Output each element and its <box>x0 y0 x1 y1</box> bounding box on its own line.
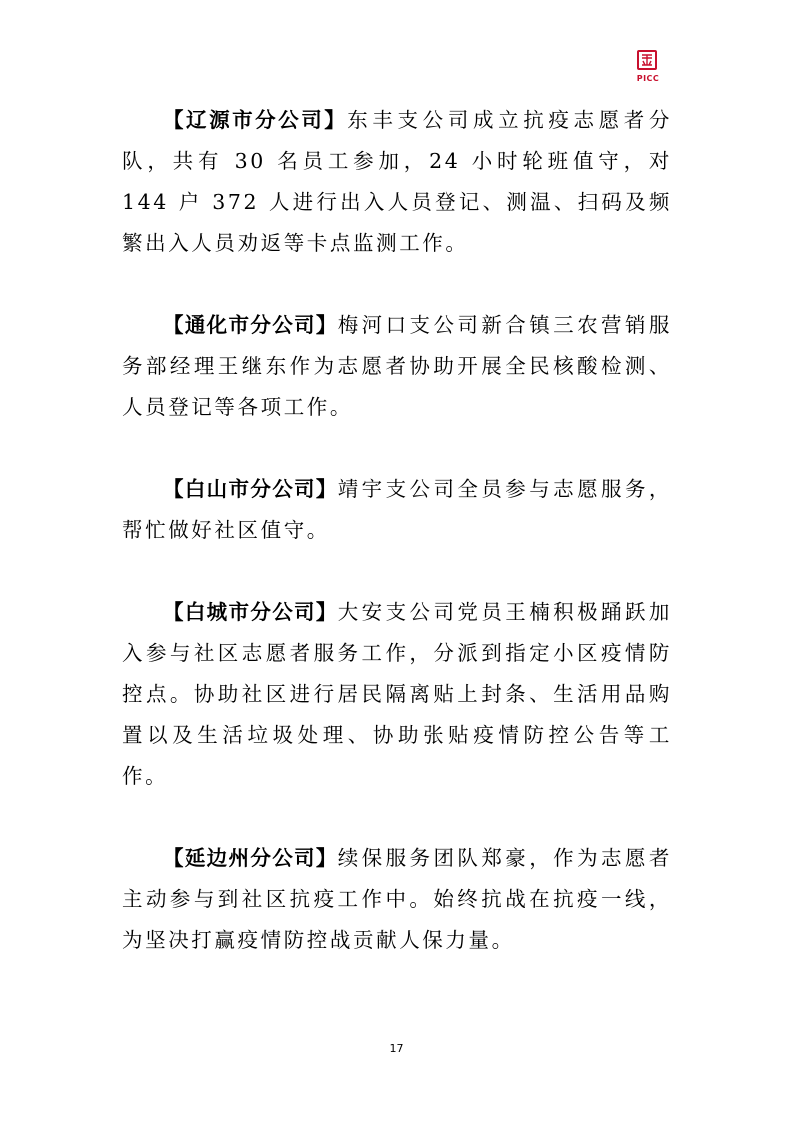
picc-emblem-glyph <box>639 52 655 68</box>
paragraph-text-baishan: 靖宇支公司全员参与志愿服务，帮忙做好社区值守。 <box>122 477 672 542</box>
picc-emblem-icon <box>637 50 657 70</box>
branch-heading-baicheng: 【白城市分公司】 <box>163 600 338 624</box>
paragraph-text-tonghua: 梅河口支公司新合镇三农营销服务部经理王继东作为志愿者协助开展全民核酸检测、人员登记等各项工作。 <box>122 313 672 419</box>
paragraph-text-baicheng: 大安支公司党员王楠积极踊跃加入参与社区志愿者服务工作，分派到指定小区疫情防控点。协助社区进行居民隔离贴上封条、生活用品购置以及生活垃圾处理、协助张贴疫情防控公告等工作。 <box>122 600 672 788</box>
paragraph-liaoyuan <box>122 100 672 264</box>
picc-logo-text: PICC <box>636 74 660 83</box>
paragraph-yanbian <box>122 838 672 961</box>
paragraph-text-liaoyuan: 东丰支公司成立抗疫志愿者分队，共有 30 名员工参加，24 小时轮班值守，对 144 户 372 人进行出入人员登记、测温、扫码及频繁出入人员劝返等卡点监测工作。 <box>122 108 672 255</box>
paragraph-baicheng <box>122 592 672 797</box>
branch-heading-liaoyuan: 【辽源市分公司】 <box>163 108 348 132</box>
page-number: 17 <box>389 1042 404 1055</box>
branch-heading-baishan: 【白山市分公司】 <box>163 477 338 501</box>
paragraph-text-yanbian: 续保服务团队郑豪，作为志愿者主动参与到社区抗疫工作中。始终抗战在抗疫一线，为坚决打赢疫情防控战贡献人保力量。 <box>122 846 672 952</box>
paragraph-tonghua <box>122 305 672 428</box>
picc-logo <box>633 50 663 88</box>
branch-heading-tonghua: 【通化市分公司】 <box>163 313 338 337</box>
branch-heading-yanbian: 【延边州分公司】 <box>163 846 338 870</box>
document-body <box>122 100 672 961</box>
paragraph-baishan <box>122 469 672 551</box>
